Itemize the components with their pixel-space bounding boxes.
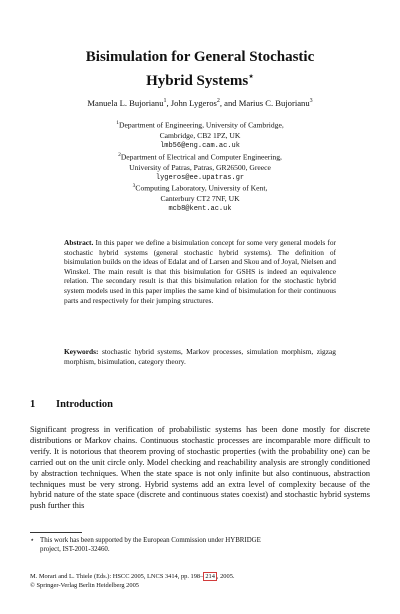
publication-line-1 <box>30 572 370 582</box>
affiliation-email[interactable]: lygeros@ee.upatras.gr <box>155 173 245 182</box>
author-name: Marius C. Bujorianu <box>238 97 310 108</box>
affiliation-2 <box>0 150 400 183</box>
author-affil-sup: 2 <box>216 98 220 104</box>
publication-year: , 2005. <box>216 573 235 580</box>
paper-title <box>0 48 400 91</box>
footnote-divider <box>30 532 82 533</box>
affiliation-line <box>0 181 400 194</box>
abstract-label: Abstract. <box>64 238 94 247</box>
keywords-label: Keywords: <box>64 347 99 356</box>
affiliation-1 <box>0 118 400 151</box>
footnote-mark: ⋆ <box>30 537 35 544</box>
publication-citation: M. Morari and L. Thiele (Eds.): HSCC 2005, LNCS 3414, pp. 198– <box>30 573 204 580</box>
author-separator: , <box>166 97 171 108</box>
affiliation-sup: 1 <box>116 120 120 126</box>
title-line-2-text: Hybrid Systems <box>146 73 249 89</box>
affiliation-3 <box>0 181 400 214</box>
title-footnote-mark: ⋆ <box>248 71 254 81</box>
author-name: Manuela L. Bujorianu <box>87 97 164 108</box>
copyright-line: © Springer-Verlag Berlin Heidelberg 2005 <box>30 581 139 589</box>
section-heading <box>30 399 370 410</box>
page-link[interactable]: 214 <box>205 573 215 580</box>
affiliation-sup: 3 <box>132 183 136 189</box>
publication-info <box>30 572 370 590</box>
author-list <box>0 96 400 109</box>
abstract <box>64 238 336 305</box>
title-line-2 <box>0 67 400 91</box>
affiliation-line: University of Patras, Patras, GR26500, Greece <box>129 162 271 172</box>
title-line-1: Bisimulation for General Stochastic <box>85 49 315 65</box>
affiliation-text: Department of Engineering, University of Cambridge, <box>119 120 284 130</box>
abstract-text: In this paper we define a bisimulation concept for some very general models for stochastic hybrid systems (general stochastic hybrid systems). The definition of bisimulation builds on the ideas of Edalat and of Larsen and Skou and of Joyal, Nielsen and Winskel. The main result is that this bisimulation for GSHS is indeed an equivalence relation. The secondary result is that this bisimulation relation for the stochastic hybrid system models used in this paper implies the same kind of bisimulation for their continuous parts and respectively for their jumping structures. <box>64 238 336 305</box>
body-paragraph: Significant progress in verification of probabilistic systems has been done mostly for discrete distributions or Markov chains. Continuous stochastic processes are incomparable more difficult to verify. It is notorious that theorem proving of stochastic properties (with the probability one) can be carried out on the unit circle only. Model checking and reachability analysis are strongly conditioned by abstraction techniques. When the state space is not only infinite but also continuous, abstraction techniques must be very strong. Hybrid systems add an extra level of complexity because of the hybrid nature of the state space (discrete and continuous states coexist) and stochastic hybrid systems push further this <box>30 425 370 511</box>
affiliation-line: Cambridge, CB2 1PZ, UK <box>159 130 241 140</box>
keywords <box>64 347 336 366</box>
footnote <box>30 537 370 555</box>
author-name: John Lygeros <box>170 97 217 108</box>
affiliation-line <box>0 118 400 131</box>
section-title: Introduction <box>56 399 113 410</box>
author-separator: , and <box>219 97 239 108</box>
author-affil-sup: 3 <box>309 98 313 104</box>
keywords-text: stochastic hybrid systems, Markov processes, simulation morphism, zigzag morphism, bisimulation, category theory. <box>64 347 336 366</box>
affiliation-email[interactable]: lmb56@eng.cam.ac.uk <box>160 141 240 150</box>
author-affil-sup: 1 <box>163 98 167 104</box>
footnote-line-1: This work has been supported by the European Commission under HYBRIDGE <box>40 537 261 544</box>
affiliation-sup: 2 <box>118 152 121 158</box>
affiliation-email[interactable]: mcb8@kent.ac.uk <box>168 204 232 213</box>
affiliation-text: Computing Laboratory, University of Kent, <box>135 183 268 193</box>
section-number: 1 <box>30 399 36 410</box>
affiliation-line: Canterbury CT2 7NF, UK <box>160 193 240 203</box>
affiliation-text: Department of Electrical and Computer Engineering, <box>120 152 282 162</box>
affiliation-line <box>0 150 400 163</box>
footnote-line-2: project, IST-2001-32460. <box>40 545 110 553</box>
